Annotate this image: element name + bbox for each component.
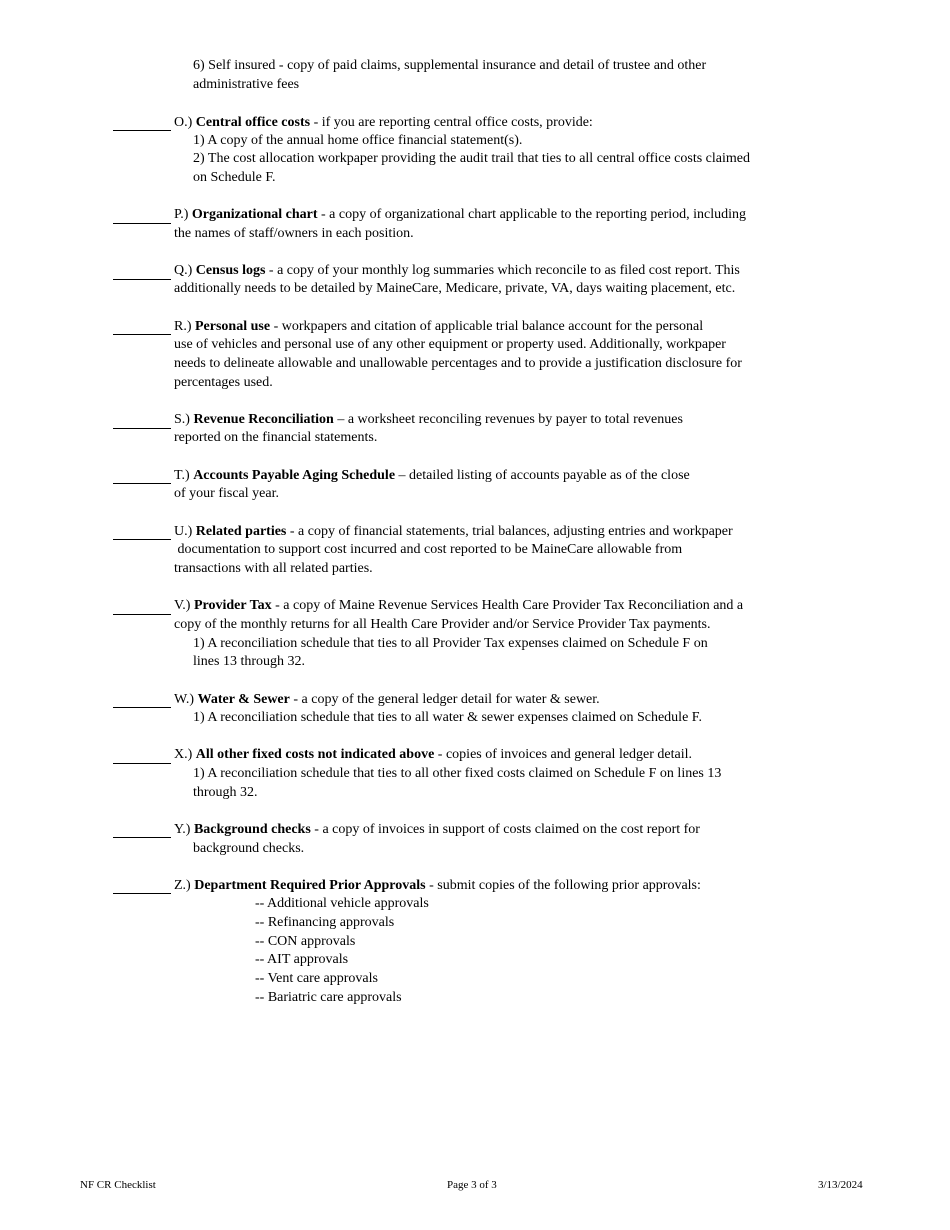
item-letter: X.) [174, 747, 196, 762]
intro-line: administrative fees [193, 77, 300, 92]
footer-document-name: NF CR Checklist [80, 1179, 156, 1191]
sub-line: 2) The cost allocation workpaper providing the audit trail that ties to all central office costs claimed [193, 151, 750, 166]
item-letter: P.) [174, 207, 192, 222]
item-u-heading [174, 523, 733, 541]
checklist-blank-x[interactable] [113, 763, 171, 764]
checklist-blank-z[interactable] [113, 893, 171, 894]
approval-item: -- Refinancing approvals [255, 915, 395, 930]
checklist-blank-s[interactable] [113, 428, 171, 429]
sub-line: through 32. [193, 785, 258, 800]
item-title: Provider Tax [193, 598, 272, 613]
item-title: Central office costs [195, 115, 311, 130]
item-title: Personal use [195, 319, 271, 334]
item-letter: V.) [174, 598, 194, 613]
item-v-heading [174, 597, 743, 615]
checklist-blank-t[interactable] [113, 483, 171, 484]
item-letter: Y.) [174, 822, 194, 837]
footer-page-number: Page 3 of 3 [447, 1179, 497, 1191]
checklist-blank-q[interactable] [113, 279, 171, 280]
item-text: - a copy of Maine Revenue Services Health Care Provider Tax Reconciliation and a [271, 598, 744, 613]
item-letter: T.) [174, 468, 194, 483]
checklist-blank-y[interactable] [113, 837, 171, 838]
item-title: Background checks [193, 822, 311, 837]
item-title: Related parties [195, 524, 287, 539]
item-text: - if you are reporting central office costs, provide: [310, 115, 593, 130]
item-letter: Z.) [174, 878, 195, 893]
cont-line: use of vehicles and personal use of any other equipment or property used. Additionally, workpaper [174, 337, 726, 352]
item-text: - a copy of your monthly log summaries which reconcile to as filed cost report. This [265, 263, 740, 278]
item-title: Accounts Payable Aging Schedule [193, 468, 396, 483]
sub-line: 1) A reconciliation schedule that ties to all Provider Tax expenses claimed on Schedule F on [193, 636, 708, 651]
item-text: - a copy of organizational chart applicable to the reporting period, including [317, 207, 747, 222]
footer-date: 3/13/2024 [818, 1179, 863, 1191]
cont-line: the names of staff/owners in each position. [174, 226, 414, 241]
item-text: - a copy of the general ledger detail for water & sewer. [289, 692, 600, 707]
item-y-heading [174, 821, 700, 839]
sub-line: 1) A reconciliation schedule that ties to all other fixed costs claimed on Schedule F on lines 13 [193, 766, 722, 781]
item-o-heading [174, 114, 593, 132]
cont-line: reported on the financial statements. [174, 430, 378, 445]
cont-line: documentation to support cost incurred and cost reported to be MaineCare allowable from [174, 542, 683, 557]
checklist-blank-r[interactable] [113, 334, 171, 335]
item-q-heading [174, 262, 740, 280]
item-title: Department Required Prior Approvals [194, 878, 426, 893]
item-letter: Q.) [174, 263, 196, 278]
item-letter: W.) [174, 692, 198, 707]
item-letter: U.) [174, 524, 196, 539]
cont-line: additionally needs to be detailed by MaineCare, Medicare, private, VA, days waiting placement, etc. [174, 281, 736, 296]
item-s-heading [174, 411, 683, 429]
intro-line: 6) Self insured - copy of paid claims, supplemental insurance and detail of trustee and other [193, 58, 707, 73]
item-title: Revenue Reconciliation [193, 412, 334, 427]
item-text: – detailed listing of accounts payable as of the close [395, 468, 690, 483]
item-title: All other fixed costs not indicated above [195, 747, 435, 762]
sub-line: background checks. [193, 841, 305, 856]
cont-line: percentages used. [174, 375, 273, 390]
checklist-blank-w[interactable] [113, 707, 171, 708]
item-r-heading [174, 318, 703, 336]
sub-line: 1) A reconciliation schedule that ties to all water & sewer expenses claimed on Schedule F. [193, 710, 702, 725]
checklist-blank-v[interactable] [113, 614, 171, 615]
approval-item: -- CON approvals [255, 934, 356, 949]
approval-item: -- Additional vehicle approvals [255, 896, 429, 911]
checklist-blank-o[interactable] [113, 130, 171, 131]
item-letter: S.) [174, 412, 194, 427]
item-text: - a copy of financial statements, trial balances, adjusting entries and workpaper [286, 524, 733, 539]
checklist-blank-u[interactable] [113, 539, 171, 540]
item-title: Water & Sewer [197, 692, 290, 707]
checklist-blank-p[interactable] [113, 223, 171, 224]
item-z-heading [174, 877, 701, 895]
cont-line: copy of the monthly returns for all Health Care Provider and/or Service Provider Tax payments. [174, 617, 711, 632]
item-letter: R.) [174, 319, 195, 334]
item-text: - workpapers and citation of applicable trial balance account for the personal [270, 319, 704, 334]
sub-line: lines 13 through 32. [193, 654, 305, 669]
approval-item: -- Bariatric care approvals [255, 990, 402, 1005]
sub-line: 1) A copy of the annual home office financial statement(s). [193, 133, 523, 148]
item-title: Organizational chart [191, 207, 318, 222]
item-title: Census logs [195, 263, 266, 278]
item-text: - submit copies of the following prior approvals: [425, 878, 701, 893]
item-x-heading [174, 746, 692, 764]
item-text: – a worksheet reconciling revenues by payer to total revenues [333, 412, 683, 427]
sub-line: on Schedule F. [193, 170, 276, 185]
item-text: - a copy of invoices in support of costs claimed on the cost report for [310, 822, 700, 837]
cont-line: transactions with all related parties. [174, 561, 373, 576]
cont-line: needs to delineate allowable and unallowable percentages and to provide a justification disclosure for [174, 356, 742, 371]
item-p-heading [174, 206, 746, 224]
item-letter: O.) [174, 115, 196, 130]
item-t-heading [174, 467, 690, 485]
item-text: - copies of invoices and general ledger detail. [434, 747, 693, 762]
approval-item: -- AIT approvals [255, 952, 349, 967]
approval-item: -- Vent care approvals [255, 971, 378, 986]
cont-line: of your fiscal year. [174, 486, 279, 501]
item-w-heading [174, 691, 600, 709]
